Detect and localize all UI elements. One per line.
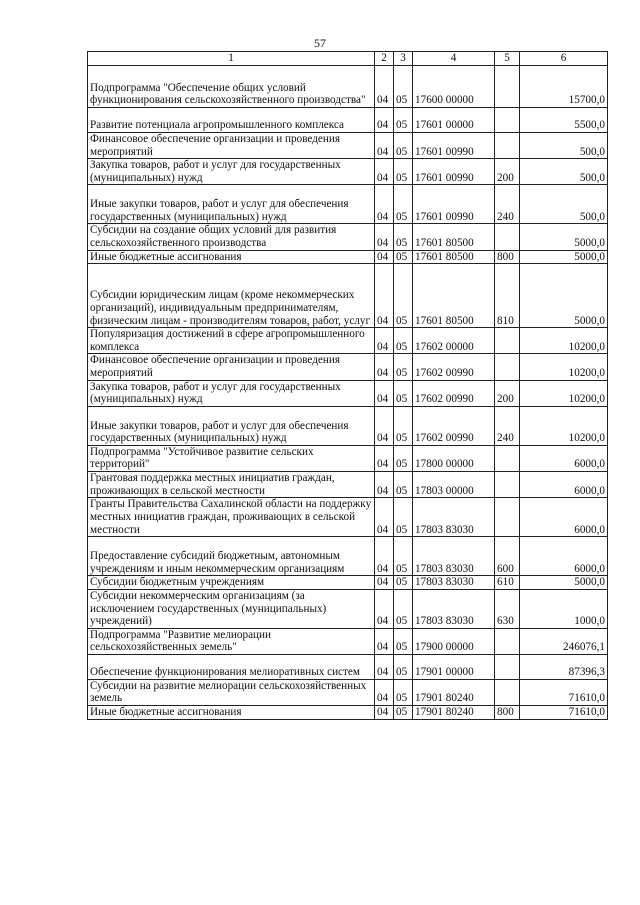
header-cell-sum: 6 (520, 52, 608, 66)
row-name-cell: Субсидии на создание общих условий для развития сельскохозяйственного производства (88, 224, 375, 250)
row-sum-cell: 10200,0 (520, 354, 608, 380)
row-sum-cell: 5000,0 (520, 250, 608, 264)
row-name-cell: Субсидии на развитие мелиорации сельскохозяйственных земель (88, 679, 375, 705)
row-pr-cell: 05 (394, 328, 413, 354)
page-number: 57 (314, 36, 326, 50)
table-row (88, 328, 608, 354)
header-cell-name: 1 (88, 52, 375, 66)
row-sum-cell: 10200,0 (520, 380, 608, 406)
row-rz-cell: 04 (375, 445, 394, 471)
row-rz-cell: 04 (375, 185, 394, 224)
row-csr-cell: 17901 80240 (413, 679, 495, 705)
budget-table (87, 51, 608, 720)
row-csr-cell: 17803 83030 (413, 498, 495, 537)
row-pr-cell: 05 (394, 354, 413, 380)
row-vr-cell: 200 (495, 159, 520, 185)
row-csr-cell: 17601 00990 (413, 185, 495, 224)
row-pr-cell: 05 (394, 471, 413, 497)
row-name-cell: Подпрограмма "Устойчивое развитие сельских территорий" (88, 445, 375, 471)
table-row (88, 264, 608, 328)
table-row (88, 354, 608, 380)
table-row (88, 706, 608, 720)
row-vr-cell: 610 (495, 576, 520, 590)
row-name-cell: Гранты Правительства Сахалинской области на поддержку местных инициатив граждан, проживающих в сельской местности (88, 498, 375, 537)
row-vr-cell: 240 (495, 185, 520, 224)
row-name-cell: Субсидии юридическим лицам (кроме некоммерческих организаций), индивидуальным предпринимателям, физическим лицам - производителям товаров, работ, услуг (88, 264, 375, 328)
row-sum-cell: 5000,0 (520, 264, 608, 328)
row-rz-cell: 04 (375, 354, 394, 380)
row-csr-cell: 17901 00000 (413, 654, 495, 679)
row-sum-cell: 87396,3 (520, 654, 608, 679)
row-pr-cell: 05 (394, 133, 413, 159)
header-cell-csr: 4 (413, 52, 495, 66)
row-rz-cell: 04 (375, 706, 394, 720)
row-pr-cell: 05 (394, 159, 413, 185)
row-vr-cell (495, 224, 520, 250)
row-sum-cell: 10200,0 (520, 406, 608, 445)
row-sum-cell: 246076,1 (520, 628, 608, 654)
row-name-cell: Обеспечение функционирования мелиоративных систем (88, 654, 375, 679)
table-row (88, 380, 608, 406)
row-rz-cell: 04 (375, 133, 394, 159)
table-row (88, 679, 608, 705)
row-vr-cell: 810 (495, 264, 520, 328)
table-row (88, 185, 608, 224)
row-csr-cell: 17602 00990 (413, 380, 495, 406)
table-row (88, 498, 608, 537)
header-cell-rz: 2 (375, 52, 394, 66)
row-csr-cell: 17601 00990 (413, 159, 495, 185)
row-rz-cell: 04 (375, 224, 394, 250)
row-vr-cell (495, 498, 520, 537)
row-sum-cell: 6000,0 (520, 498, 608, 537)
row-csr-cell: 17803 00000 (413, 471, 495, 497)
row-vr-cell (495, 445, 520, 471)
table-row (88, 250, 608, 264)
row-rz-cell: 04 (375, 250, 394, 264)
row-rz-cell: 04 (375, 159, 394, 185)
row-sum-cell: 500,0 (520, 185, 608, 224)
row-csr-cell: 17803 83030 (413, 576, 495, 590)
row-csr-cell: 17600 00000 (413, 66, 495, 108)
row-vr-cell: 800 (495, 250, 520, 264)
row-name-cell: Финансовое обеспечение организации и проведения мероприятий (88, 354, 375, 380)
row-sum-cell: 5000,0 (520, 576, 608, 590)
row-name-cell: Развитие потенциала агропромышленного комплекса (88, 108, 375, 133)
header-cell-vr: 5 (495, 52, 520, 66)
row-vr-cell (495, 679, 520, 705)
row-rz-cell: 04 (375, 628, 394, 654)
row-pr-cell: 05 (394, 224, 413, 250)
row-rz-cell: 04 (375, 654, 394, 679)
row-rz-cell: 04 (375, 498, 394, 537)
row-sum-cell: 71610,0 (520, 706, 608, 720)
row-name-cell: Иные закупки товаров, работ и услуг для обеспечения государственных (муниципальных) нужд (88, 406, 375, 445)
row-pr-cell: 05 (394, 185, 413, 224)
row-rz-cell: 04 (375, 380, 394, 406)
table-row (88, 159, 608, 185)
row-pr-cell: 05 (394, 576, 413, 590)
row-name-cell: Иные закупки товаров, работ и услуг для обеспечения государственных (муниципальных) нужд (88, 185, 375, 224)
row-vr-cell: 800 (495, 706, 520, 720)
row-vr-cell: 630 (495, 589, 520, 628)
row-name-cell: Грантовая поддержка местных инициатив граждан, проживающих в сельской местности (88, 471, 375, 497)
row-csr-cell: 17601 80500 (413, 250, 495, 264)
table-row (88, 576, 608, 590)
table-body (88, 66, 608, 720)
row-vr-cell (495, 133, 520, 159)
row-name-cell: Популяризация достижений в сфере агропромышленного комплекса (88, 328, 375, 354)
table-row (88, 471, 608, 497)
table-row (88, 654, 608, 679)
row-rz-cell: 04 (375, 576, 394, 590)
row-pr-cell: 05 (394, 66, 413, 108)
row-vr-cell (495, 471, 520, 497)
row-csr-cell: 17901 80240 (413, 706, 495, 720)
row-sum-cell: 5500,0 (520, 108, 608, 133)
row-name-cell: Финансовое обеспечение организации и проведения мероприятий (88, 133, 375, 159)
row-rz-cell: 04 (375, 108, 394, 133)
row-pr-cell: 05 (394, 264, 413, 328)
row-csr-cell: 17803 83030 (413, 589, 495, 628)
row-name-cell: Субсидии некоммерческим организациям (за исключением государственных (муниципальных) учреждений) (88, 589, 375, 628)
row-name-cell: Субсидии бюджетным учреждениям (88, 576, 375, 590)
row-rz-cell: 04 (375, 537, 394, 576)
row-sum-cell: 500,0 (520, 133, 608, 159)
table-row (88, 66, 608, 108)
row-csr-cell: 17601 80500 (413, 224, 495, 250)
row-pr-cell: 05 (394, 628, 413, 654)
row-csr-cell: 17601 00990 (413, 133, 495, 159)
row-rz-cell: 04 (375, 679, 394, 705)
table-row (88, 406, 608, 445)
row-name-cell: Закупка товаров, работ и услуг для государственных (муниципальных) нужд (88, 159, 375, 185)
row-vr-cell (495, 328, 520, 354)
table-row (88, 224, 608, 250)
row-csr-cell: 17602 00990 (413, 354, 495, 380)
row-pr-cell: 05 (394, 498, 413, 537)
row-pr-cell: 05 (394, 380, 413, 406)
row-pr-cell: 05 (394, 406, 413, 445)
row-vr-cell: 600 (495, 537, 520, 576)
row-name-cell: Подпрограмма "Развитие мелиорации сельскохозяйственных земель" (88, 628, 375, 654)
row-rz-cell: 04 (375, 589, 394, 628)
row-vr-cell (495, 654, 520, 679)
row-csr-cell: 17803 83030 (413, 537, 495, 576)
header-row (88, 52, 608, 66)
row-pr-cell: 05 (394, 589, 413, 628)
row-name-cell: Предоставление субсидий бюджетным, автономным учреждениям и иным некоммерческим организациям (88, 537, 375, 576)
table-row (88, 537, 608, 576)
row-csr-cell: 17602 00000 (413, 328, 495, 354)
row-csr-cell: 17900 00000 (413, 628, 495, 654)
row-pr-cell: 05 (394, 537, 413, 576)
table-row (88, 133, 608, 159)
row-name-cell: Иные бюджетные ассигнования (88, 250, 375, 264)
row-rz-cell: 04 (375, 406, 394, 445)
row-vr-cell: 240 (495, 406, 520, 445)
row-sum-cell: 6000,0 (520, 537, 608, 576)
row-rz-cell: 04 (375, 264, 394, 328)
row-pr-cell: 05 (394, 706, 413, 720)
row-pr-cell: 05 (394, 654, 413, 679)
row-csr-cell: 17602 00990 (413, 406, 495, 445)
row-rz-cell: 04 (375, 66, 394, 108)
row-sum-cell: 1000,0 (520, 589, 608, 628)
row-sum-cell: 6000,0 (520, 445, 608, 471)
row-vr-cell (495, 354, 520, 380)
row-pr-cell: 05 (394, 250, 413, 264)
table-row (88, 628, 608, 654)
row-pr-cell: 05 (394, 108, 413, 133)
table-row (88, 589, 608, 628)
row-name-cell: Закупка товаров, работ и услуг для государственных (муниципальных) нужд (88, 380, 375, 406)
row-csr-cell: 17601 00000 (413, 108, 495, 133)
row-rz-cell: 04 (375, 328, 394, 354)
row-name-cell: Подпрограмма "Обеспечение общих условий функционирования сельскохозяйственного производства" (88, 66, 375, 108)
row-sum-cell: 500,0 (520, 159, 608, 185)
row-csr-cell: 17601 80500 (413, 264, 495, 328)
row-vr-cell: 200 (495, 380, 520, 406)
row-vr-cell (495, 66, 520, 108)
row-name-cell: Иные бюджетные ассигнования (88, 706, 375, 720)
header-cell-pr: 3 (394, 52, 413, 66)
row-pr-cell: 05 (394, 445, 413, 471)
row-vr-cell (495, 108, 520, 133)
row-sum-cell: 71610,0 (520, 679, 608, 705)
row-sum-cell: 10200,0 (520, 328, 608, 354)
row-sum-cell: 15700,0 (520, 66, 608, 108)
row-pr-cell: 05 (394, 679, 413, 705)
row-csr-cell: 17800 00000 (413, 445, 495, 471)
row-vr-cell (495, 628, 520, 654)
row-sum-cell: 5000,0 (520, 224, 608, 250)
row-rz-cell: 04 (375, 471, 394, 497)
table-row (88, 108, 608, 133)
table-row (88, 445, 608, 471)
row-sum-cell: 6000,0 (520, 471, 608, 497)
